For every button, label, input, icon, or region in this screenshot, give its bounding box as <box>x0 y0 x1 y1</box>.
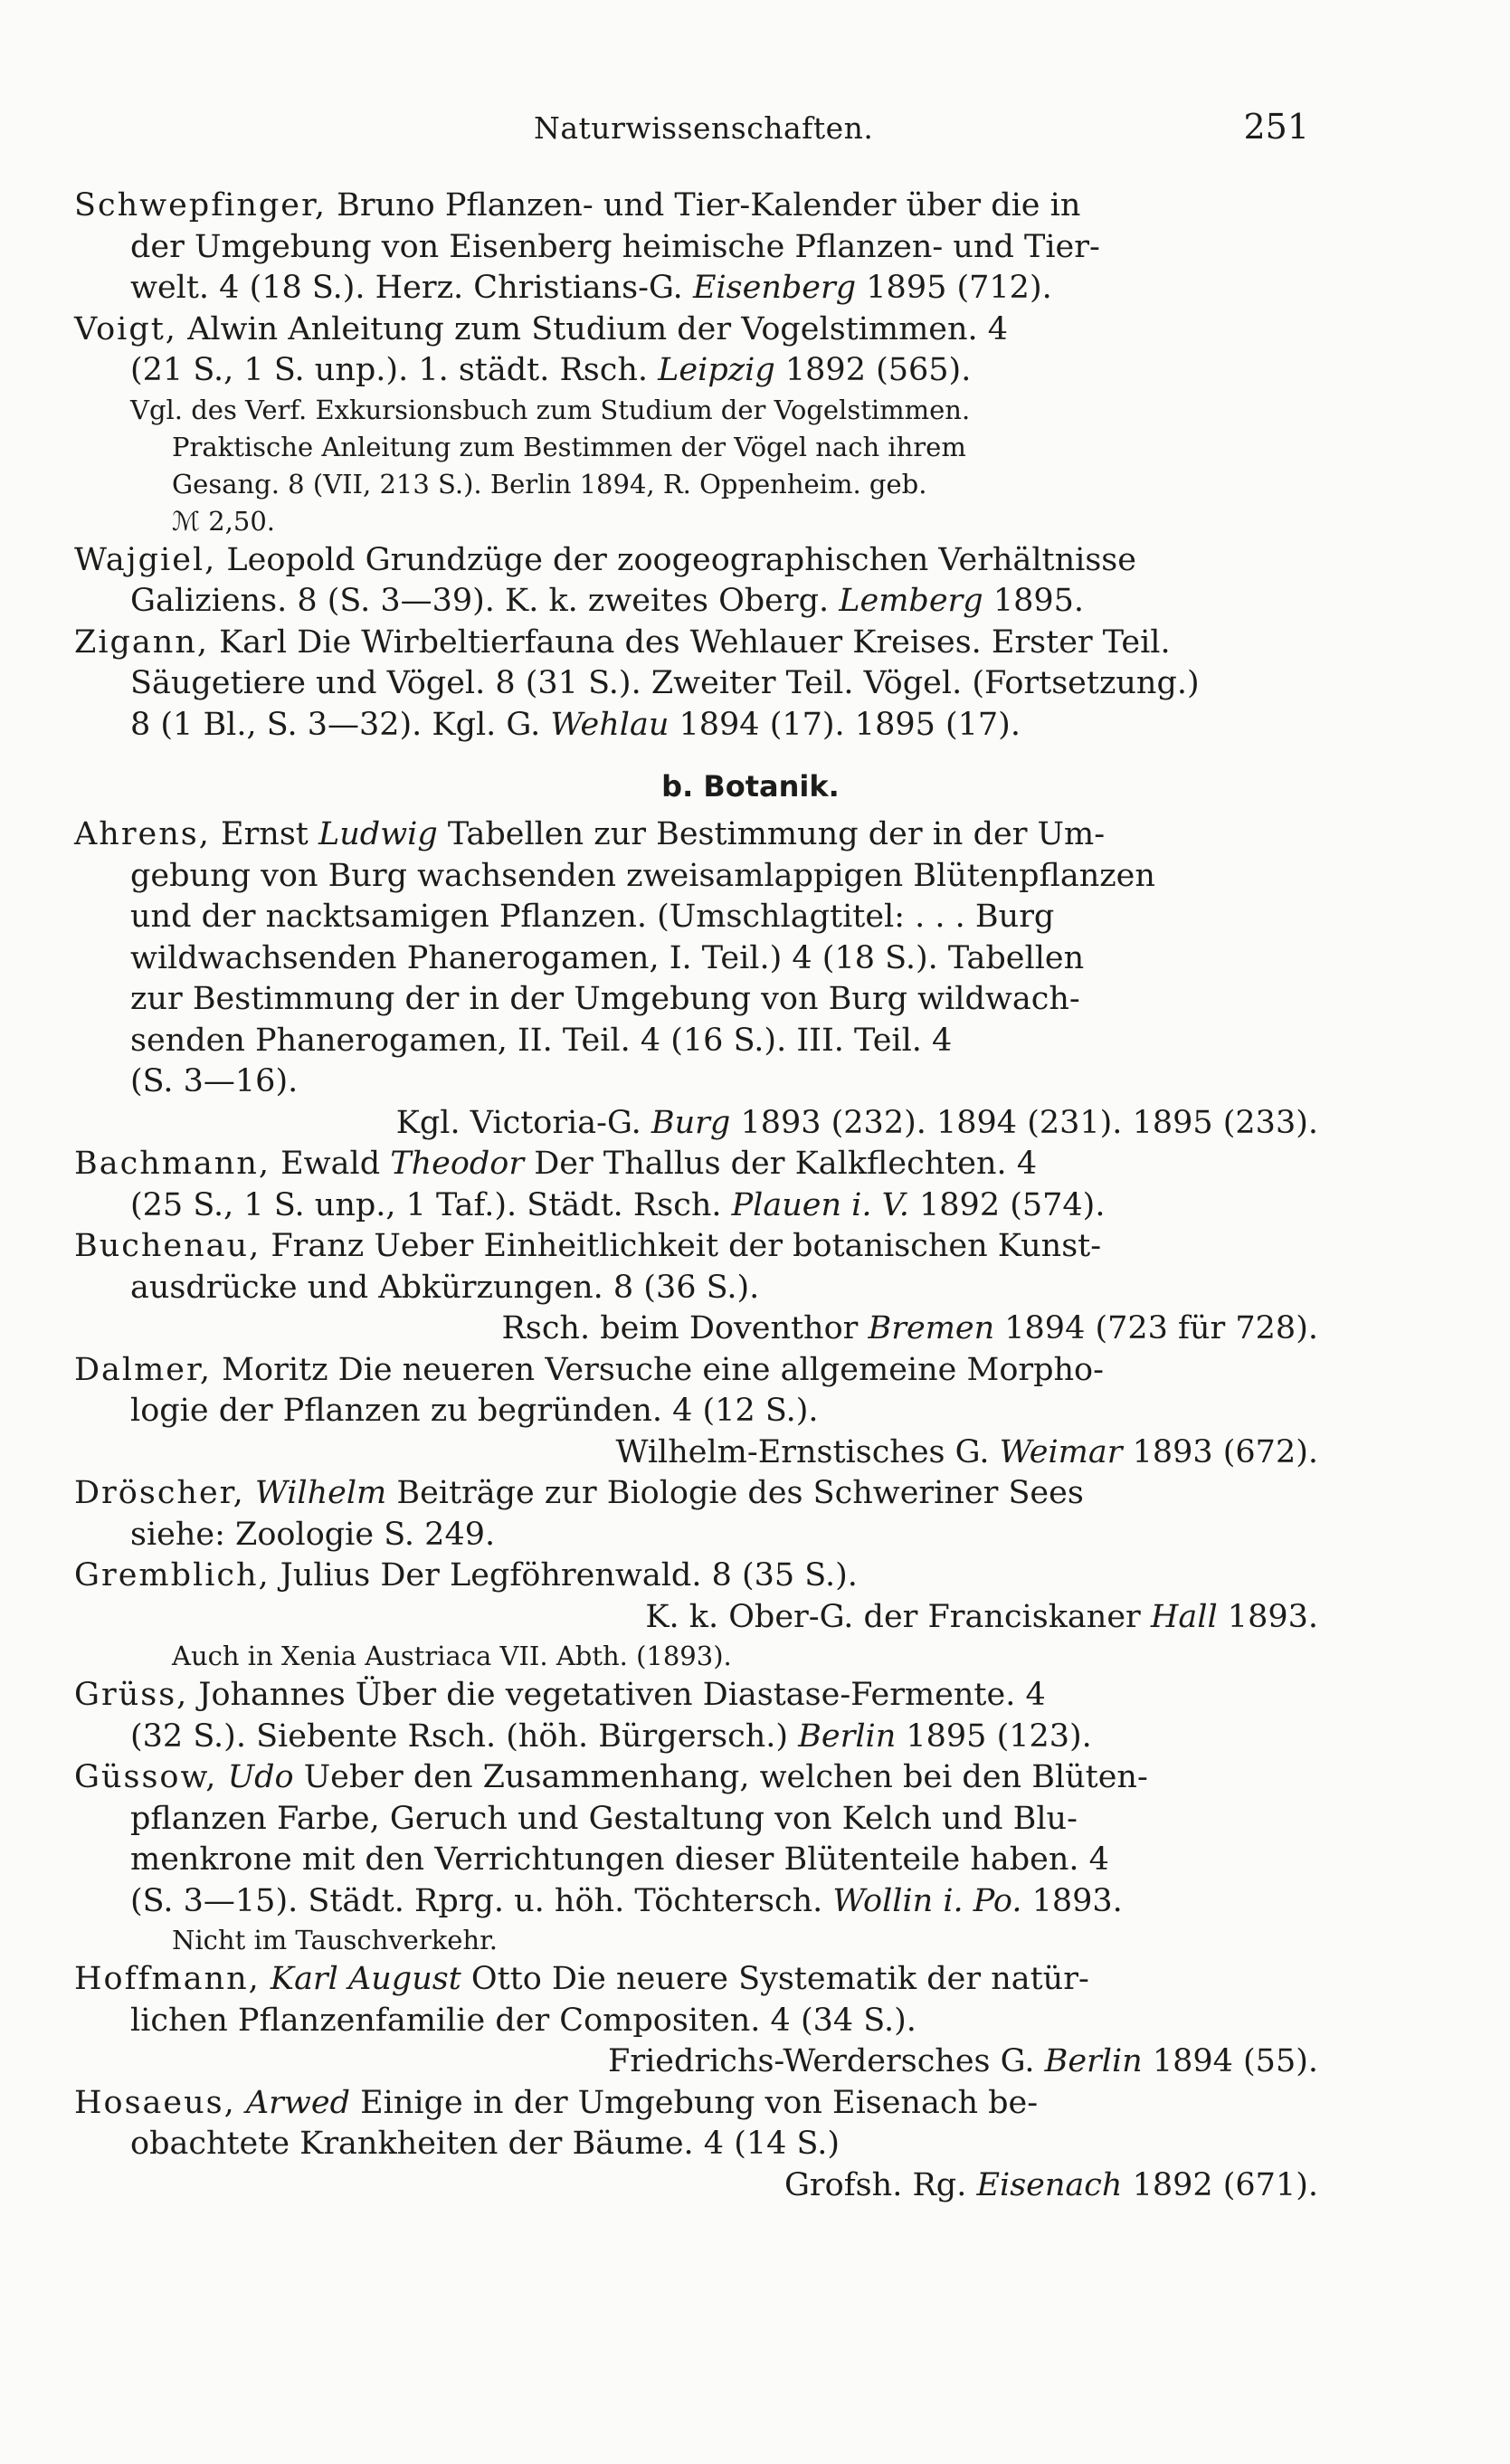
entry-text: Ernst <box>210 816 318 852</box>
page-number: 251 <box>1243 107 1309 147</box>
entry-text: 1895 (123). <box>896 1717 1092 1755</box>
bibliography-entry <box>74 1473 1318 1555</box>
entry-line <box>74 1675 1318 1717</box>
bibliography <box>74 186 1318 2206</box>
entry-text: gebung von Burg wachsenden zweisamlappigen Blütenpflanzen <box>130 857 1155 894</box>
entry-line <box>74 540 1318 582</box>
entry-text: Galiziens. 8 (S. 3—39). K. k. zweites Oberg. <box>130 583 840 619</box>
entry-line <box>74 1473 1318 1515</box>
author-name: Dalmer, <box>74 1351 213 1388</box>
entry-text: siehe: Zoologie S. 249. <box>130 1516 496 1553</box>
bibliography-entry <box>74 623 1318 747</box>
author-name: Hosaeus, <box>74 2084 236 2121</box>
italic-text: Berlin <box>798 1717 897 1755</box>
entry-text: Tabellen zur Bestimmung der in der Um- <box>437 816 1106 852</box>
entry-text: Praktische Anleitung zum Bestimmen der Vögel nach ihrem <box>172 431 966 462</box>
italic-text: Udo <box>227 1759 294 1795</box>
entry-text: menkrone mit den Verrichtungen dieser Blütenteile haben. 4 <box>130 1841 1109 1878</box>
bibliography-entry <box>74 814 1318 1144</box>
entry-text: und der nacktsamigen Pflanzen. (Umschlagtitel: . . . Burg <box>130 899 1055 935</box>
bibliography-entry <box>74 1555 1318 1675</box>
entry-line <box>74 1432 1318 1474</box>
entry-text: welt. 4 (18 S.). Herz. Christians-G. <box>130 270 693 306</box>
entry-line <box>74 350 1318 392</box>
italic-text: Wilhelm <box>254 1475 387 1511</box>
entry-text: Leopold Grundzüge der zoogeographischen Verhältnisse <box>216 541 1136 578</box>
entry-line <box>74 1597 1318 1639</box>
entry-text: der Umgebung von Eisenberg heimische Pflanzen- und Tier- <box>130 228 1100 265</box>
entry-line <box>74 1103 1318 1145</box>
entry-line <box>74 1268 1318 1309</box>
entry-text: K. k. Ober-G. der Franciskaner <box>645 1598 1151 1635</box>
author-name: Dröscher, <box>74 1475 245 1511</box>
entry-line <box>74 2001 1318 2042</box>
italic-text: Eisenach <box>976 2166 1123 2203</box>
entry-text: 1895 (712). <box>856 270 1052 306</box>
entry-line <box>74 938 1318 980</box>
italic-text: Berlin <box>1044 2043 1143 2079</box>
author-name: Gremblich, <box>74 1557 271 1594</box>
italic-text: Bremen <box>868 1310 995 1346</box>
entry-text: wildwachsenden Phanerogamen, I. Teil.) 4 (18 S.). Tabellen <box>130 939 1085 976</box>
zoology-entries <box>74 186 1318 746</box>
italic-text: Hall <box>1150 1598 1218 1635</box>
bibliography-entry <box>74 1226 1318 1350</box>
entry-line <box>74 1757 1318 1799</box>
entry-text: Kgl. Victoria-G. <box>395 1104 651 1141</box>
entry-line <box>74 1226 1318 1268</box>
entry-text: (32 S.). Siebente Rsch. (höh. Bürgersch.) <box>130 1717 799 1755</box>
entry-text: 1893. <box>1217 1598 1318 1635</box>
bibliography-entry <box>74 1757 1318 1959</box>
italic-text: Weimar <box>999 1433 1123 1470</box>
entry-text: Der Thallus der Kalkflechten. 4 <box>524 1146 1038 1182</box>
bibliography-entry <box>74 1350 1318 1474</box>
entry-line <box>74 1881 1318 1923</box>
entry-text: (21 S., 1 S. unp.). 1. städt. Rsch. <box>130 352 659 388</box>
bibliography-entry <box>74 1675 1318 1757</box>
entry-line <box>74 2041 1318 2083</box>
entry-text: Johannes Über die vegetativen Diastase-Fermente. 4 <box>188 1677 1046 1713</box>
entry-line <box>74 1799 1318 1841</box>
entry-line <box>74 1350 1318 1392</box>
entry-text: 1894 (17). 1895 (17). <box>669 706 1021 743</box>
italic-text: Karl August <box>270 1961 461 1997</box>
entry-text: 1893. <box>1021 1882 1123 1919</box>
entry-line <box>74 1922 1318 1959</box>
entry-text: Wilhelm-Ernstisches G. <box>615 1433 1000 1470</box>
author-name: Schwepfinger, <box>74 187 328 224</box>
entry-text: 1893 (232). 1894 (231). 1895 (233). <box>730 1104 1318 1141</box>
entry-text: 1894 (55). <box>1142 2043 1318 2079</box>
entry-text: Bruno Pflanzen- und Tier-Kalender über die in <box>327 187 1081 224</box>
entry-text: ausdrücke und Abkürzungen. 8 (36 S.). <box>130 1269 760 1306</box>
entry-line <box>74 1391 1318 1432</box>
entry-line <box>74 186 1318 227</box>
entry-text: 1894 (723 für 728). <box>994 1310 1318 1346</box>
italic-text: Wollin i. Po. <box>832 1882 1022 1919</box>
entry-text: (S. 3—16). <box>130 1063 299 1099</box>
entry-line <box>74 1144 1318 1185</box>
entry-text: 1892 (565). <box>774 352 972 388</box>
author-name: Grüss, <box>74 1677 189 1713</box>
entry-line <box>74 2124 1318 2165</box>
bibliography-entry <box>74 2083 1318 2207</box>
entry-text: senden Phanerogamen, II. Teil. 4 (16 S.). III. Teil. 4 <box>130 1022 953 1059</box>
page-header <box>0 107 1510 156</box>
entry-text: ℳ 2,50. <box>172 505 276 537</box>
entry-line <box>74 309 1318 351</box>
entry-line <box>74 429 1318 466</box>
entry-line <box>74 1061 1318 1103</box>
entry-text: Beiträge zur Biologie des Schweriner Sees <box>386 1475 1084 1511</box>
entry-line <box>74 1515 1318 1556</box>
italic-text: Wehlau <box>550 706 670 743</box>
entry-text: 8 (1 Bl., S. 3—32). Kgl. G. <box>130 706 551 743</box>
entry-text: 1895. <box>983 583 1085 619</box>
entry-text: Friedrichs-Werdersches G. <box>608 2043 1045 2079</box>
italic-text: Theodor <box>390 1146 525 1182</box>
entry-text: Einige in der Umgebung von Eisenach be- <box>350 2084 1039 2121</box>
entry-line <box>74 1840 1318 1881</box>
author-name: Hoffmann, <box>74 1961 261 1997</box>
entry-text: Otto Die neuere Systematik der natür- <box>461 1961 1089 1997</box>
entry-text: 1892 (574). <box>908 1186 1106 1223</box>
entry-line <box>74 1185 1318 1227</box>
author-name: Güssow, <box>74 1759 218 1795</box>
entry-line <box>74 897 1318 938</box>
entry-text <box>245 1475 255 1511</box>
entry-line <box>74 392 1318 429</box>
entry-text: obachtete Krankheiten der Bäume. 4 (14 S.) <box>130 2126 840 2162</box>
entry-line <box>74 979 1318 1021</box>
bibliography-entry <box>74 1144 1318 1226</box>
entry-text: Karl Die Wirbeltierfauna des Wehlauer Kreises. Erster Teil. <box>209 623 1171 661</box>
entry-line <box>74 1959 1318 2001</box>
entry-line <box>74 227 1318 269</box>
entry-text: Alwin Anleitung zum Studium der Vogelstimmen. 4 <box>176 310 1009 347</box>
author-name: Voigt, <box>74 310 177 347</box>
botany-entries <box>74 814 1318 2206</box>
entry-text: logie der Pflanzen zu begründen. 4 (12 S.). <box>130 1393 819 1429</box>
entry-line <box>74 2083 1318 2125</box>
entry-text: Moritz Die neueren Versuche eine allgemeine Morpho- <box>212 1351 1104 1388</box>
entry-line <box>74 623 1318 664</box>
running-head: Naturwissenschaften. <box>534 110 874 146</box>
entry-text: lichen Pflanzenfamilie der Compositen. 4 (34 S.). <box>130 2002 916 2039</box>
entry-text: (S. 3—15). Städt. Rprg. u. höh. Töchtersch. <box>130 1882 833 1919</box>
bibliography-entry <box>74 309 1318 540</box>
entry-text: Vgl. des Verf. Exkursionsbuch zum Studium der Vogelstimmen. <box>130 394 971 425</box>
entry-text: Franz Ueber Einheitlichkeit der botanischen Kunst- <box>261 1228 1102 1264</box>
entry-line <box>74 663 1318 705</box>
entry-line <box>74 466 1318 503</box>
entry-text <box>261 1961 271 1997</box>
entry-line <box>74 2165 1318 2207</box>
author-name: Bachmann, <box>74 1146 271 1182</box>
italic-text: Plauen i. V. <box>731 1186 909 1223</box>
entry-line <box>74 1021 1318 1062</box>
entry-text: 1893 (672). <box>1122 1433 1318 1470</box>
italic-text: Eisenberg <box>692 270 857 306</box>
entry-text: zur Bestimmung der in der Umgebung von Burg wildwach- <box>130 981 1080 1017</box>
bibliography-entry <box>74 186 1318 309</box>
entry-text: Rsch. beim Doventhor <box>501 1310 869 1346</box>
author-name: Zigann, <box>74 623 209 661</box>
entry-line <box>74 268 1318 309</box>
entry-line <box>74 1638 1318 1675</box>
entry-text: Gesang. 8 (VII, 213 S.). Berlin 1894, R. Oppenheim. geb. <box>172 468 927 499</box>
entry-line <box>74 503 1318 540</box>
entry-line <box>74 856 1318 898</box>
entry-text: 1892 (671). <box>1122 2166 1318 2203</box>
entry-text: pflanzen Farbe, Geruch und Gestaltung von Kelch und Blu- <box>130 1800 1078 1837</box>
section-heading: b. Botanik. <box>661 769 840 804</box>
entry-text: Nicht im Tauschverkehr. <box>172 1925 499 1955</box>
entry-line <box>74 814 1318 856</box>
entry-text: Auch in Xenia Austriaca VII. Abth. (1893). <box>172 1641 732 1671</box>
italic-text: Burg <box>651 1104 731 1141</box>
entry-text: Säugetiere und Vögel. 8 (31 S.). Zweiter Teil. Vögel. (Fortsetzung.) <box>130 665 1200 701</box>
entry-line <box>74 1308 1318 1350</box>
entry-text: Ewald <box>271 1146 391 1182</box>
entry-text: Ueber den Zusammenhang, welchen bei den Blüten- <box>293 1759 1148 1795</box>
entry-text: Julius Der Legföhrenwald. 8 (35 S.). <box>270 1557 858 1594</box>
entry-line <box>74 1555 1318 1597</box>
italic-text: Lemberg <box>839 583 983 619</box>
italic-text: Leipzig <box>658 352 775 388</box>
entry-text: (25 S., 1 S. unp., 1 Taf.). Städt. Rsch. <box>130 1186 732 1223</box>
bibliography-entry <box>74 1959 1318 2083</box>
italic-text: Arwed <box>245 2084 350 2121</box>
entry-line <box>74 581 1318 623</box>
entry-text <box>217 1759 227 1795</box>
italic-text: Ludwig <box>318 816 438 852</box>
entry-line <box>74 1717 1318 1758</box>
entry-text <box>236 2085 246 2121</box>
entry-line <box>74 705 1318 747</box>
bibliography-entry <box>74 540 1318 623</box>
author-name: Buchenau, <box>74 1228 261 1264</box>
author-name: Ahrens, <box>74 816 211 852</box>
author-name: Wajgiel, <box>74 541 217 578</box>
entry-text: Grofsh. Rg. <box>783 2166 977 2203</box>
